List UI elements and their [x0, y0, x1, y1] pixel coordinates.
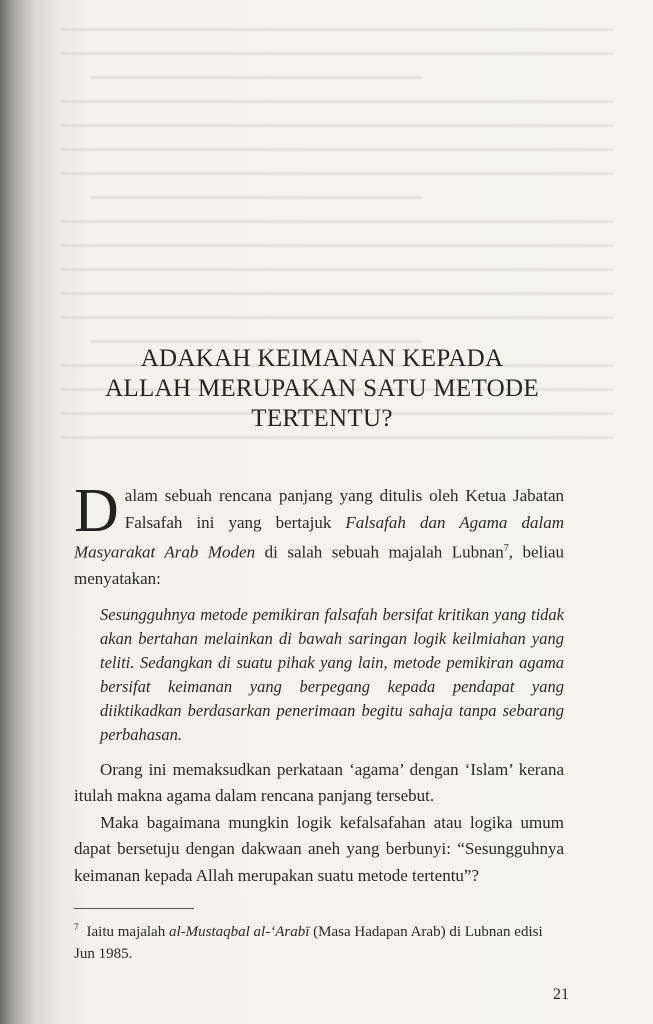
paragraph-opening-text-b: di salah sebuah majalah Lubnan: [255, 542, 504, 562]
heading-line-1: ADAKAH KEIMANAN KEPADA: [140, 345, 504, 372]
paragraph-opening: [74, 477, 564, 593]
block-quote: Sesungguhnya metode pemikiran falsafah bersifat kritikan yang tidak akan bertahan melainkan di bawah saringan logik keilmiahan yang teliti. Sedangkan di suatu pihak yang lain, metode pemikiran agama bersifat keimanan yang berpegang kepada pendapat yang diiktikadkan berdasarkan penerimaan begitu sahaja tanpa sebarang perbahasan.: [100, 604, 564, 744]
footnote-reference: 7: [503, 543, 509, 554]
footnote-number: 7: [74, 922, 79, 932]
paragraph-third: Maka bagaimana mungkin logik kefalsafahan atau logika umum dapat bersetuju dengan dakwaan aneh yang berbunyi: “Sesungguhnya keimanan kepada Allah merupakan suatu metode tertentu”?: [74, 812, 564, 885]
paragraph-opening-text-a: alam sebuah rencana panjang yang ditulis oleh Ketua Jabatan Falsafah ini yang bertajuk: [124, 486, 564, 532]
footnote-divider: [74, 908, 194, 909]
footnote-title: al-Mustaqbal al-‘Arabī: [168, 924, 310, 940]
paragraph-opening-text-c: , beliau menyatakan:: [74, 542, 564, 589]
footnote: [74, 916, 564, 965]
heading-line-3: TERTENTU?: [251, 405, 393, 432]
chapter-heading: [82, 344, 562, 434]
article-title: Falsafah dan Agama dalam Masyarakat Arab Moden: [74, 512, 564, 562]
drop-cap: D: [74, 477, 119, 545]
body-text: [74, 477, 564, 889]
paragraph-second: Orang ini memaksudkan perkataan ‘agama’ dengan ‘Islam’ kerana itulah makna agama dalam rencana panjang tersebut.: [74, 759, 564, 806]
footnote-text-b: (Masa Hadapan Arab) di Lubnan edisi Jun 1985.: [74, 924, 543, 962]
heading-line-2: ALLAH MERUPAKAN SATU METODE: [105, 375, 539, 402]
footnote-text-a: Iaitu majalah: [86, 924, 169, 940]
page-number: 21: [553, 986, 569, 1003]
